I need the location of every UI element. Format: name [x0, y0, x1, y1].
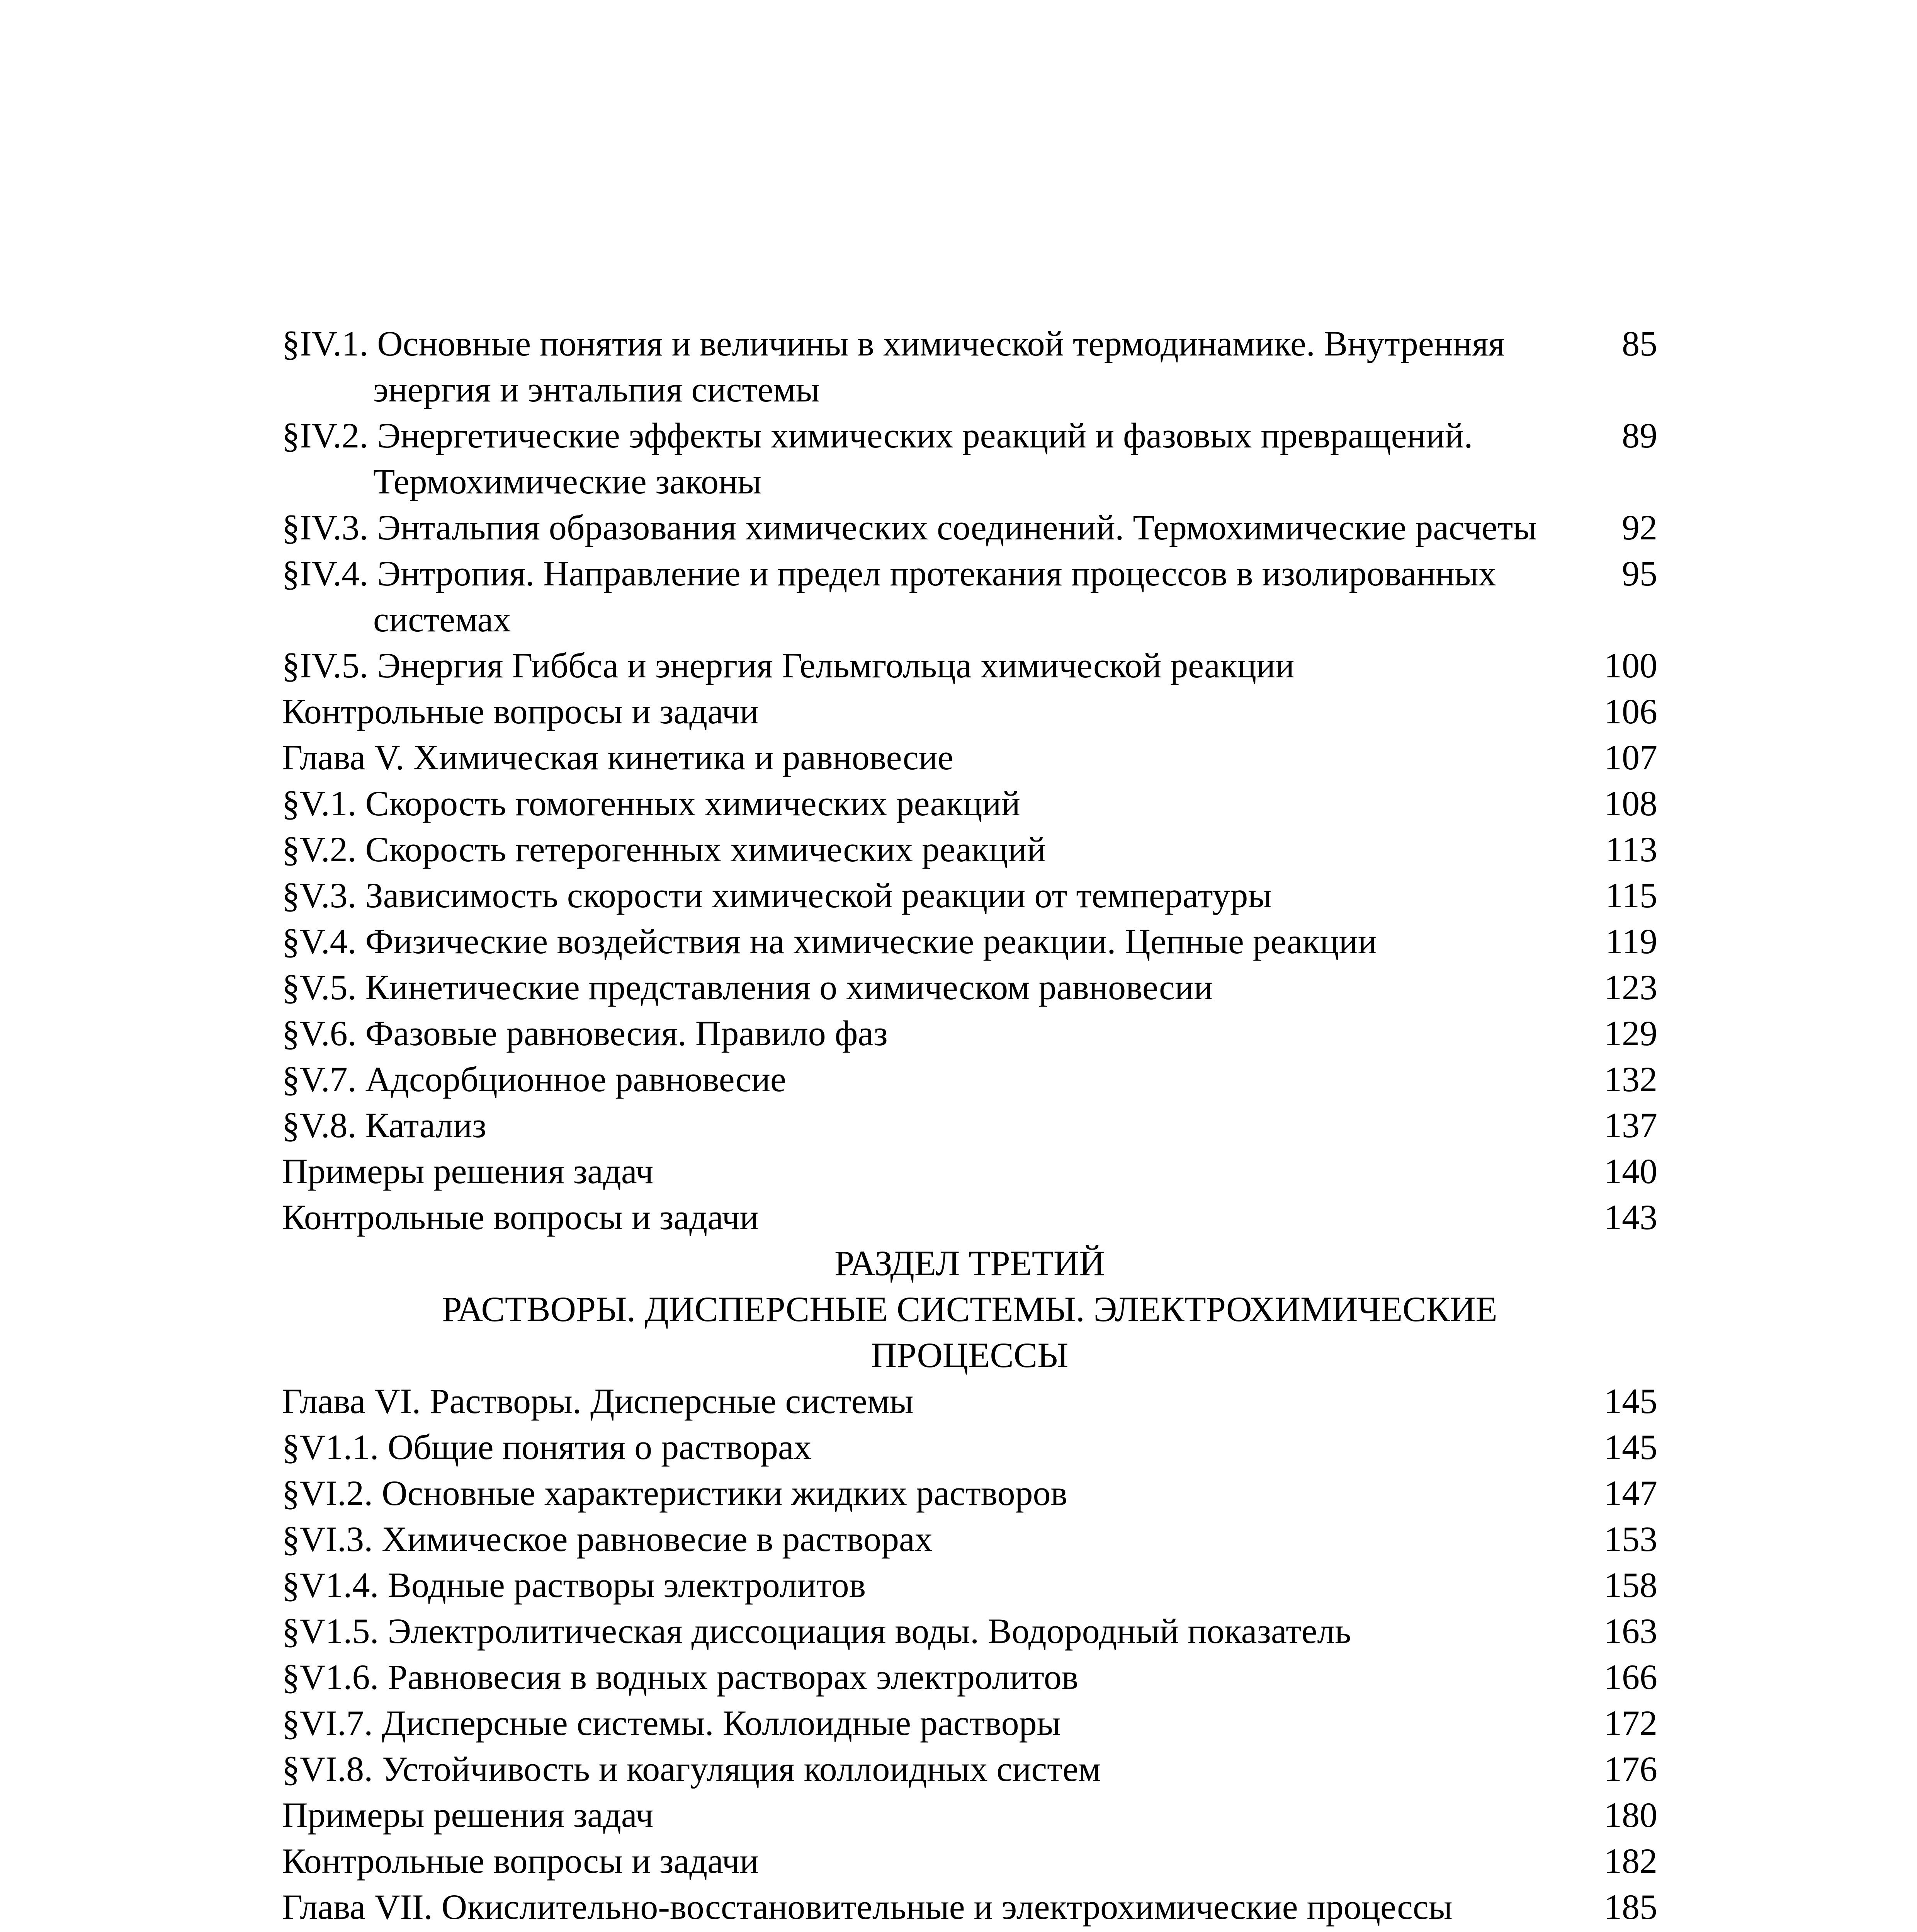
toc-entry-title: Глава VI. Растворы. Дисперсные системы: [282, 1381, 914, 1421]
toc-entry: [282, 689, 1657, 735]
toc-entry-page: 166: [1604, 1657, 1657, 1697]
toc-entry: [282, 1562, 1657, 1608]
toc-entry-title: Глава VII. Окислительно-восстановительные и электрохимические процессы: [282, 1887, 1453, 1927]
toc-entry: [282, 1194, 1657, 1240]
toc-entry-title: §V.5. Кинетические представления о химическом равновесии: [282, 968, 1213, 1007]
toc-entry: [282, 872, 1657, 918]
toc-entry-page: 106: [1604, 692, 1657, 731]
toc-entry-title: §V.3. Зависимость скорости химической реакции от температуры: [282, 876, 1272, 915]
toc-entry-page: 123: [1604, 968, 1657, 1007]
toc-entry-page: 107: [1604, 738, 1657, 777]
toc-entry-title: §V.8. Катализ: [282, 1105, 486, 1145]
toc-entry: [282, 1838, 1657, 1884]
toc-entry-page: 153: [1604, 1519, 1657, 1559]
toc-entry-title: §V.6. Фазовые равновесия. Правило фаз: [282, 1014, 888, 1053]
toc-entry-title: Контрольные вопросы и задачи: [282, 1197, 759, 1237]
toc-entry: [282, 1516, 1657, 1562]
toc-entry: [282, 1608, 1657, 1654]
toc-entry-page: 172: [1604, 1703, 1657, 1743]
toc-entry-page: 115: [1605, 876, 1657, 915]
toc-entry-title: §VI.3. Химическое равновесие в растворах: [282, 1519, 933, 1559]
toc-entry-title: §VI.8. Устойчивость и коагуляция коллоидных систем: [282, 1749, 1101, 1789]
toc-entry-page: 100: [1604, 646, 1657, 685]
toc-entry: [282, 1654, 1657, 1700]
toc-entry-page: 182: [1604, 1841, 1657, 1881]
toc-entry-page: 145: [1604, 1427, 1657, 1467]
toc-list-part1: [282, 321, 1657, 1240]
toc-entry: [282, 643, 1657, 689]
toc-entry: [282, 1056, 1657, 1102]
toc-entry: [282, 964, 1657, 1010]
toc-entry-title: Контрольные вопросы и задачи: [282, 692, 759, 731]
toc-entry-page: 163: [1604, 1611, 1657, 1651]
toc-entry: [282, 1884, 1657, 1930]
toc-entry-page: 113: [1605, 830, 1657, 869]
toc-entry-title: Примеры решения задач: [282, 1151, 654, 1191]
toc-entry-page: 143: [1604, 1197, 1657, 1237]
toc-entry: [282, 321, 1657, 413]
toc-entry-title: §V.2. Скорость гетерогенных химических реакций: [282, 830, 1046, 869]
toc-entry-title: §V1.6. Равновесия в водных растворах электролитов: [282, 1657, 1079, 1697]
toc-entry-title: §V.7. Адсорбционное равновесие: [282, 1060, 786, 1099]
toc-entry: [282, 505, 1657, 551]
toc-entry: [282, 413, 1657, 505]
toc-entry-page: 89: [1622, 416, 1657, 455]
toc-entry: [282, 1148, 1657, 1194]
toc-entry: [282, 1792, 1657, 1838]
toc-entry-page: 140: [1604, 1151, 1657, 1191]
toc-entry-title: §V1.4. Водные растворы электролитов: [282, 1565, 866, 1605]
toc-list-part2: [282, 1378, 1657, 1932]
toc-entry-title: §IV.1. Основные понятия и величины в химической термодинамике. Внутренняя энергия и энтальпия системы: [282, 324, 1505, 409]
toc-entry-page: 132: [1604, 1060, 1657, 1099]
toc-entry-title: §V1.1. Общие понятия о растворах: [282, 1427, 812, 1467]
toc-entry-title: §IV.3. Энтальпия образования химических соединений. Термохимические расчеты: [282, 508, 1537, 547]
toc-entry-page: 119: [1605, 922, 1657, 961]
toc-entry: [282, 781, 1657, 827]
toc-entry: [282, 735, 1657, 781]
toc-entry-title: §VI.7. Дисперсные системы. Коллоидные растворы: [282, 1703, 1061, 1743]
toc-entry-title: Примеры решения задач: [282, 1795, 654, 1835]
toc-entry-page: 92: [1622, 508, 1657, 547]
toc-entry: [282, 918, 1657, 964]
toc-entry-page: 137: [1604, 1105, 1657, 1145]
toc-entry-title: §V1.5. Электролитическая диссоциация воды. Водородный показатель: [282, 1611, 1351, 1651]
toc-entry-title: §IV.2. Энергетические эффекты химических реакций и фазовых превращений. Термохимические законы: [282, 416, 1473, 501]
toc-entry: [282, 551, 1657, 643]
toc-entry-page: 129: [1604, 1014, 1657, 1053]
toc-entry-page: 145: [1604, 1381, 1657, 1421]
toc-entry: [282, 1700, 1657, 1746]
toc-entry-title: §V.4. Физические воздействия на химические реакции. Цепные реакции: [282, 922, 1377, 961]
toc-entry-page: 176: [1604, 1749, 1657, 1789]
table-of-contents: [282, 321, 1657, 1932]
toc-entry: [282, 1102, 1657, 1148]
toc-entry-title: Контрольные вопросы и задачи: [282, 1841, 759, 1881]
toc-entry: [282, 1378, 1657, 1424]
toc-entry: [282, 1746, 1657, 1792]
toc-entry: [282, 1930, 1657, 1932]
section-heading: [282, 1240, 1657, 1378]
section-title: РАСТВОРЫ. ДИСПЕРСНЫЕ СИСТЕМЫ. ЭЛЕКТРОХИМИЧЕСКИЕ ПРОЦЕССЫ: [442, 1289, 1497, 1375]
toc-entry: [282, 1470, 1657, 1516]
toc-entry-title: §VI.2. Основные характеристики жидких растворов: [282, 1473, 1067, 1513]
toc-entry: [282, 1010, 1657, 1056]
toc-entry-title: §IV.5. Энергия Гиббса и энергия Гельмгольца химической реакции: [282, 646, 1295, 685]
toc-entry: [282, 827, 1657, 872]
toc-entry-page: 108: [1604, 784, 1657, 823]
toc-entry: [282, 1424, 1657, 1470]
section-label: РАЗДЕЛ ТРЕТИЙ: [834, 1243, 1105, 1283]
toc-entry-page: 85: [1622, 324, 1657, 363]
toc-entry-page: 95: [1622, 554, 1657, 593]
toc-entry-page: [1580, 1930, 1657, 1932]
toc-entry-title: §V.1. Скорость гомогенных химических реакций: [282, 784, 1020, 823]
toc-entry-page: 147: [1604, 1473, 1657, 1513]
toc-entry-page: 185: [1604, 1887, 1657, 1927]
toc-entry-page: 158: [1604, 1565, 1657, 1605]
toc-entry-title: §IV.4. Энтропия. Направление и предел протекания процессов в изолированных системах: [282, 554, 1496, 639]
toc-entry-title: Глава V. Химическая кинетика и равновесие: [282, 738, 953, 777]
toc-entry-page: 180: [1604, 1795, 1657, 1835]
toc-entry-title: [282, 1930, 1580, 1932]
